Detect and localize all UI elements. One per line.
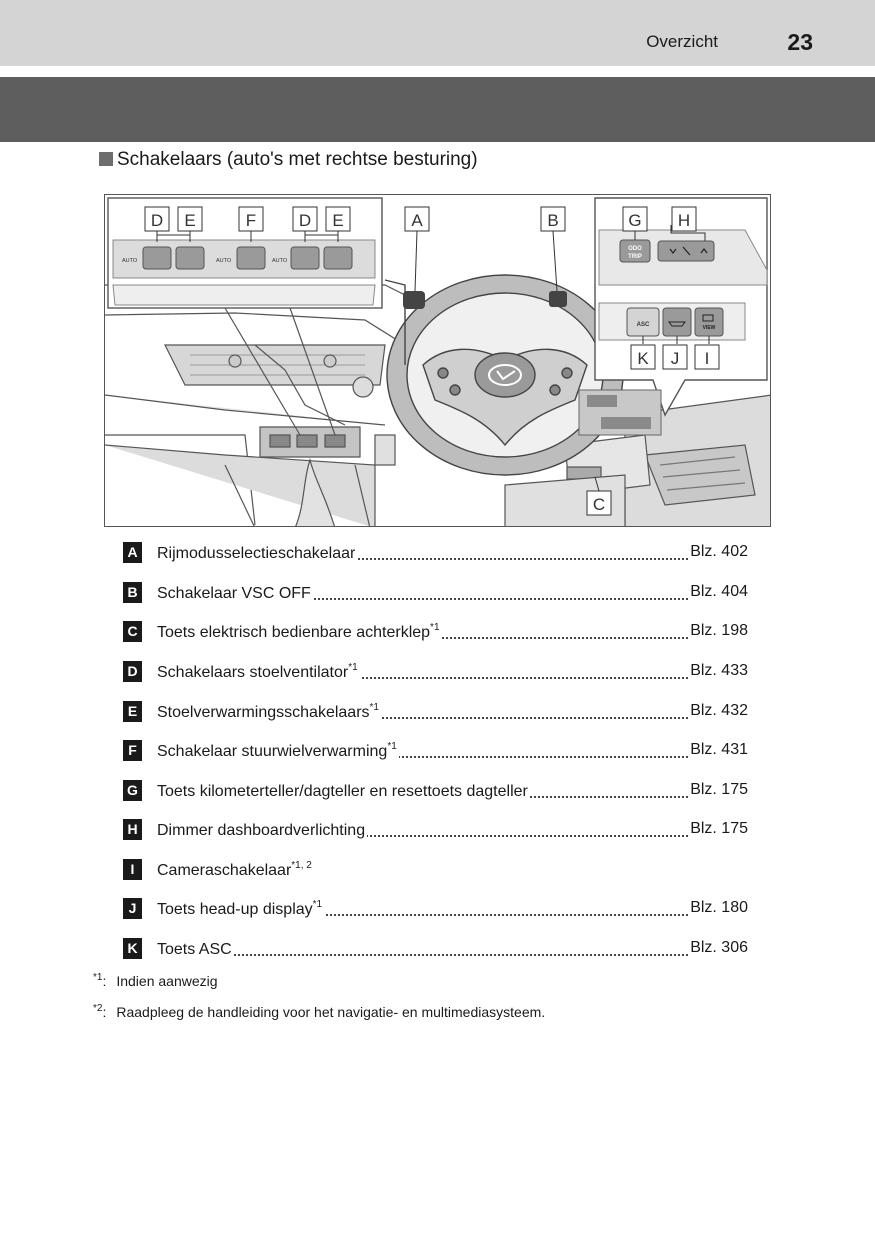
header-band — [0, 0, 875, 66]
item-label-text: Toets elektrisch bedienbare achterklep — [157, 624, 431, 641]
callout-d1: D — [150, 211, 164, 230]
item-badge: I — [123, 859, 142, 880]
list-item — [123, 661, 748, 683]
auto-label-3: AUTO — [272, 258, 288, 264]
item-label — [157, 899, 324, 919]
item-page-ref: Blz. 404 — [690, 583, 748, 600]
item-label-text: Stoelverwarmingsschakelaars — [157, 704, 370, 721]
item-label — [157, 702, 381, 722]
item-label-text: Dimmer dashboardverlichting — [157, 822, 366, 839]
list-item — [123, 740, 748, 762]
list-item — [123, 859, 748, 881]
item-page-ref: Blz. 180 — [690, 899, 748, 916]
item-note: *1 — [430, 622, 440, 633]
item-badge: B — [123, 582, 142, 603]
item-badge: G — [123, 780, 142, 801]
item-page-ref: Blz. 432 — [690, 702, 748, 719]
item-page-ref: Blz. 175 — [690, 781, 748, 798]
item-label-text: Schakelaar stuurwielverwarming — [157, 743, 388, 760]
item-badge: J — [123, 898, 142, 919]
footnote-mark: *1 — [93, 972, 103, 983]
header-title: Overzicht — [646, 32, 718, 51]
item-page-ref: Blz. 433 — [690, 662, 748, 679]
item-label — [157, 662, 360, 682]
callout-j: J — [670, 349, 680, 368]
footnote-text: Raadpleeg de handleiding voor het navigatie- en multimediasysteem. — [116, 1004, 546, 1020]
item-label — [157, 622, 442, 642]
item-badge: C — [123, 621, 142, 642]
leader-dots — [157, 954, 688, 956]
view-label: VIEW — [702, 325, 716, 331]
item-label — [157, 781, 530, 801]
dashboard-illustration — [104, 194, 771, 527]
item-label-text: Toets kilometerteller/dagteller en resettoets dagteller — [157, 783, 528, 800]
item-note: *1 — [348, 662, 358, 673]
footnote: $^{*1}$: Indien aanwezig — [93, 972, 218, 989]
asc-label: ASC — [636, 322, 650, 328]
item-label — [157, 583, 313, 603]
list-item — [123, 701, 748, 723]
item-page-ref: Blz. 402 — [690, 543, 748, 560]
item-label — [157, 741, 399, 761]
callout-b: B — [547, 211, 559, 230]
item-label-text: Cameraschakelaar — [157, 862, 292, 879]
callout-k: K — [637, 349, 649, 368]
section-title — [99, 149, 478, 171]
item-label — [157, 939, 234, 959]
item-note: *1, 2 — [291, 860, 312, 871]
list-item — [123, 938, 748, 960]
list-item — [123, 898, 748, 920]
item-note: *1 — [312, 899, 323, 910]
item-label-text: Schakelaar VSC OFF — [157, 585, 311, 602]
callout-h: H — [677, 211, 691, 230]
callout-a: A — [411, 211, 423, 230]
callout-f: F — [245, 211, 257, 230]
item-badge: D — [123, 661, 142, 682]
list-item — [123, 542, 748, 564]
square-bullet-icon — [99, 152, 113, 166]
callout-g: G — [628, 211, 642, 230]
page-number: 23 — [787, 29, 813, 55]
item-note: *1 — [387, 741, 397, 752]
list-item — [123, 582, 748, 604]
item-label-text: Toets head-up display — [157, 901, 313, 918]
list-item — [123, 819, 748, 841]
item-page-ref: Blz. 431 — [690, 741, 748, 758]
callout-e2: E — [332, 211, 344, 230]
item-badge: A — [123, 542, 142, 563]
item-badge: F — [123, 740, 142, 761]
trip-label: TRIP — [628, 254, 642, 260]
auto-label-1: AUTO — [122, 258, 138, 264]
item-page-ref: Blz. 306 — [690, 939, 748, 956]
callout-d2: D — [298, 211, 312, 230]
item-page-ref: Blz. 175 — [690, 820, 748, 837]
item-badge: E — [123, 701, 142, 722]
item-label-text: Rijmodusselectieschakelaar — [157, 545, 356, 562]
odo-label: ODO — [628, 246, 642, 252]
item-label-text: Toets ASC — [157, 941, 232, 958]
callout-e1: E — [184, 211, 196, 230]
list-item — [123, 621, 748, 643]
item-label — [157, 543, 357, 563]
item-label — [157, 860, 314, 880]
list-item — [123, 780, 748, 802]
auto-label-2: AUTO — [216, 258, 232, 264]
footnote: $^{*2}$: Raadpleeg de handleiding voor het navigatie- en multimediasysteem. — [93, 1003, 546, 1020]
callout-i: I — [704, 349, 710, 368]
item-badge: H — [123, 819, 142, 840]
item-label — [157, 820, 367, 840]
item-badge: K — [123, 938, 142, 959]
callout-c: C — [592, 495, 606, 514]
section-title-text: Schakelaars (auto's met rechtse besturing) — [117, 149, 478, 170]
footnote-text: Indien aanwezig — [116, 973, 218, 989]
item-label-text: Schakelaars stoelventilator — [157, 664, 349, 681]
section-band — [0, 77, 875, 142]
footnote-mark: *2 — [93, 1003, 103, 1014]
item-page-ref: Blz. 198 — [690, 622, 748, 639]
item-note: *1 — [369, 702, 379, 713]
seat-switches-inset — [108, 198, 382, 435]
